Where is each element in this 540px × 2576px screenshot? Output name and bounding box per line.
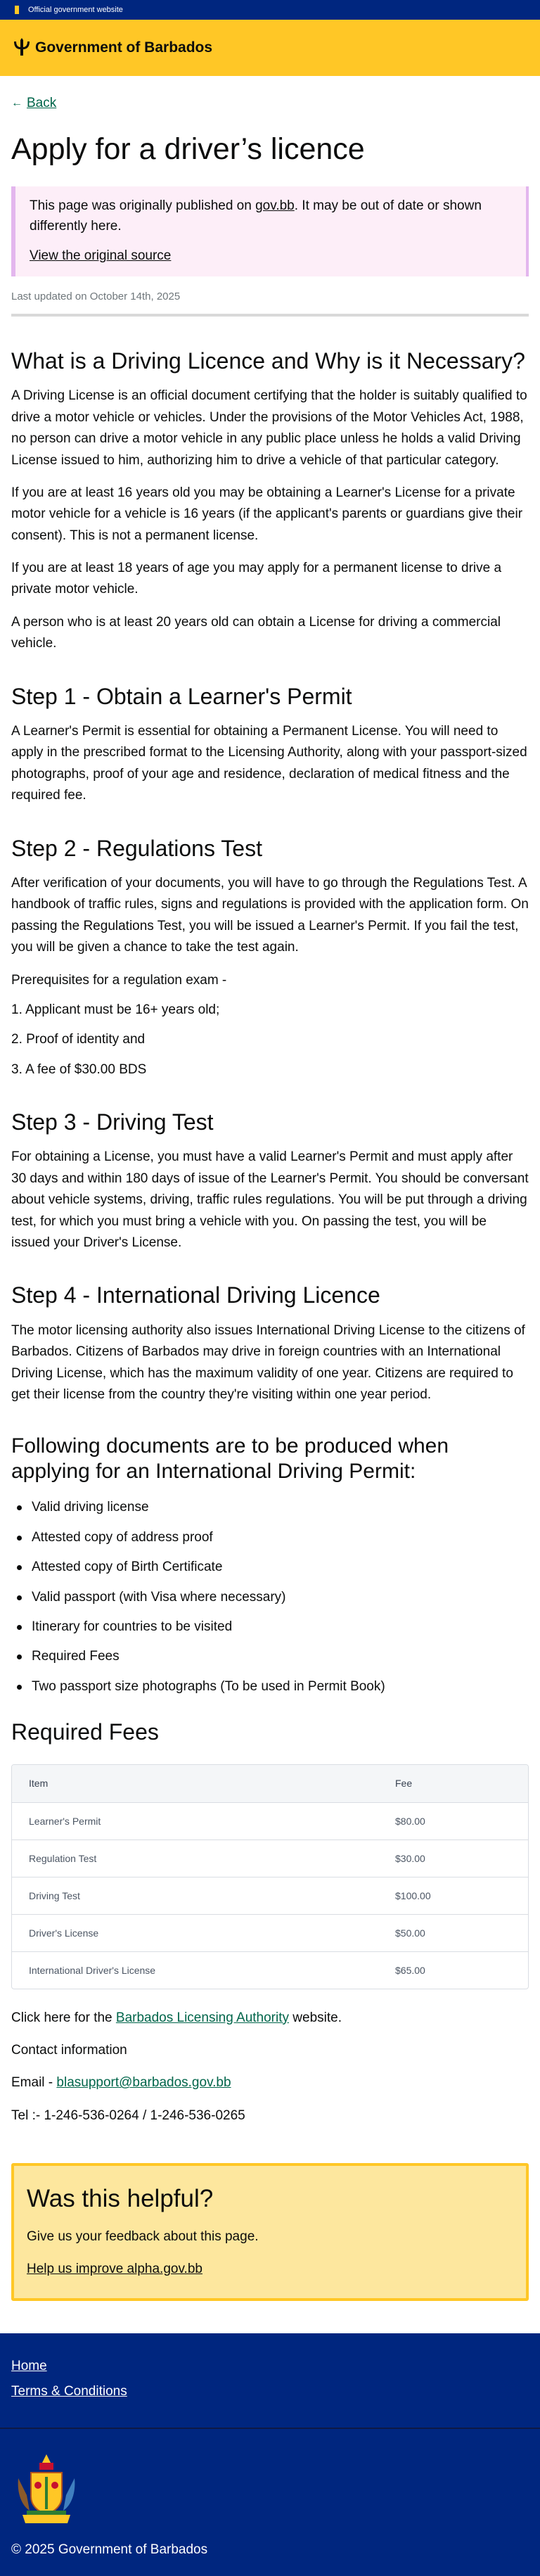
fee-amount: $100.00 [395, 1889, 431, 1901]
table-row [12, 1914, 528, 1951]
contact-label: Contact information [11, 2042, 127, 2058]
feedback-text: Give us your feedback about this page. [27, 2229, 259, 2245]
tel-paragraph: Tel :- 1-246-536-0264 / 1-246-536-0265 [11, 2108, 245, 2123]
main-content [0, 96, 540, 2301]
list-item: Valid passport (with Visa where necessary) [11, 1587, 529, 1608]
paragraph: If you are at least 18 years of age you may apply for a permanent license to drive a private motor vehicle. [11, 561, 502, 597]
site-header [0, 20, 540, 76]
official-banner [0, 0, 540, 20]
arrow-left-icon: ← [11, 97, 22, 109]
email-link[interactable]: blasupport@barbados.gov.bb [56, 2075, 231, 2091]
official-text: Official government website [28, 6, 123, 14]
footer-lower [0, 2429, 540, 2576]
section-heading-intro: What is a Driving Licence and Why is it Necessary? [11, 347, 525, 374]
list-item: Valid driving license [11, 1497, 529, 1518]
list-item: 3. A fee of $30.00 BDS [11, 1061, 147, 1077]
paragraph: A person who is at least 20 years old can obtain a License for driving a commercial vehicle. [11, 614, 501, 651]
email-paragraph: Email - blasupport@barbados.gov.bb [11, 2075, 231, 2091]
paragraph: Prerequisites for a regulation exam - [11, 972, 227, 988]
column-header-item: Item [29, 1778, 49, 1790]
coat-of-arms-icon [11, 2450, 82, 2527]
list-item: Required Fees [11, 1646, 529, 1667]
site-footer [0, 2333, 540, 2576]
back-link-label[interactable]: Back [27, 96, 57, 110]
list-item: 2. Proof of identity and [11, 1032, 146, 1047]
fee-item: Driving Test [29, 1889, 80, 1901]
gov-bb-link[interactable]: gov.bb [255, 198, 295, 214]
table-header-row [12, 1765, 528, 1802]
section-heading-step2: Step 2 - Regulations Test [11, 835, 262, 861]
authority-paragraph: Click here for the Barbados Licensing Authority website. [11, 2010, 342, 2025]
bullet-icon [17, 1625, 22, 1630]
source-notice [11, 186, 529, 276]
section-heading-fees: Required Fees [11, 1719, 159, 1745]
table-row [12, 1839, 528, 1877]
section-heading-step1: Step 1 - Obtain a Learner's Permit [11, 683, 352, 709]
section-heading-step4: Step 4 - International Driving Licence [11, 1282, 380, 1308]
last-updated: Last updated on October 14th, 2025 [11, 290, 181, 302]
section-heading-documents: Following documents are to be produced when applying for an International Driving Permit: [11, 1434, 449, 1484]
fee-item: Learner's Permit [29, 1815, 101, 1827]
paragraph: If you are at least 16 years old you may be obtaining a Learner's License for a private motor vehicle for a vehicle is 16 years (if the applicant's parents or guardians give their consent). This is not a permanent license. [11, 485, 523, 543]
table-row [12, 1877, 528, 1914]
paragraph: The motor licensing authority also issues International Driving License to the citizens of Barbados. Citizens of Barbados may drive in foreign countries with an International Driving License, which has the maximum validity of one year. Citizens are required to get their license from the country they're visiting within one year period. [11, 1322, 525, 1402]
list-item: Attested copy of Birth Certificate [11, 1557, 529, 1578]
back-link[interactable] [11, 96, 529, 111]
paragraph: After verification of your documents, you will have to go through the Regulations Test. A handbook of traffic rules, signs and regulations is provided with the application form. On passing the Regulations Test, you will be issued a Learner's Permit. If you fail the test, you will be given a chance to take the test again. [11, 875, 529, 955]
licensing-authority-link[interactable]: Barbados Licensing Authority [115, 2010, 290, 2025]
bullet-icon [17, 1685, 22, 1690]
view-original-source-link[interactable]: View the original source [30, 248, 172, 264]
fee-item: Driver's License [29, 1927, 99, 1939]
column-header-fee: Fee [395, 1778, 413, 1790]
footer-link-terms[interactable]: Terms & Conditions [11, 2384, 127, 2399]
barbados-flag-icon [11, 6, 22, 14]
bullet-icon [17, 1565, 22, 1570]
site-brand[interactable]: Government of Barbados [35, 39, 213, 56]
fees-table [11, 1764, 529, 1989]
list-item: Two passport size photographs (To be used in Permit Book) [11, 1676, 529, 1697]
divider [11, 314, 529, 317]
copyright: © 2025 Government of Barbados [11, 2542, 208, 2558]
list-item: 1. Applicant must be 16+ years old; [11, 1002, 220, 1017]
fee-amount: $65.00 [395, 1964, 425, 1976]
list-item: Attested copy of address proof [11, 1527, 529, 1548]
documents-list [11, 1497, 529, 1697]
paragraph: A Driving License is an official document certifying that the holder is suitably qualified to drive a motor vehicle or vehicles. Under the provisions of the Motor Vehicles Act, 1988, no person can drive a motor vehicle in any public place unless he holds a valid Driving License issued to him, authorizing him to drive a vehicle of that particular category. [11, 388, 527, 468]
page-title: Apply for a driver’s licence [11, 132, 365, 166]
fee-item: International Driver's License [29, 1964, 156, 1976]
bullet-icon [17, 1654, 22, 1659]
trident-icon [11, 37, 32, 58]
table-row [12, 1802, 528, 1839]
paragraph: A Learner's Permit is essential for obtaining a Permanent License. You will need to apply in the prescribed format to the Licensing Authority, along with your passport-sized photographs, proof of your age and residence, declaration of medical fitness and the required fee. [11, 724, 527, 803]
fee-amount: $30.00 [395, 1852, 425, 1864]
section-heading-step3: Step 3 - Driving Test [11, 1109, 214, 1135]
table-row [12, 1951, 528, 1989]
fee-amount: $50.00 [395, 1927, 425, 1939]
footer-links [0, 2333, 540, 2428]
fee-amount: $80.00 [395, 1815, 425, 1827]
bullet-icon [17, 1595, 22, 1600]
bullet-icon [17, 1536, 22, 1541]
feedback-heading: Was this helpful? [27, 2185, 214, 2213]
feedback-link[interactable]: Help us improve alpha.gov.bb [27, 2262, 202, 2277]
fee-item: Regulation Test [29, 1852, 97, 1864]
feedback-box [11, 2163, 529, 2301]
paragraph: For obtaining a License, you must have a valid Learner's Permit and must apply after 30 days and within 180 days of issue of the Learner's Permit. You should be conversant about vehicle systems, driving, traffic rules regulations. You will be put through a driving test, for which you must bring a vehicle with you. On passing the test, you will be issued your Driver's License. [11, 1149, 529, 1251]
footer-link-home[interactable]: Home [11, 2359, 47, 2374]
notice-text: This page was originally published on gov.bb. It may be out of date or shown differently here. [30, 198, 482, 234]
list-item: Itinerary for countries to be visited [11, 1617, 529, 1638]
bullet-icon [17, 1505, 22, 1510]
